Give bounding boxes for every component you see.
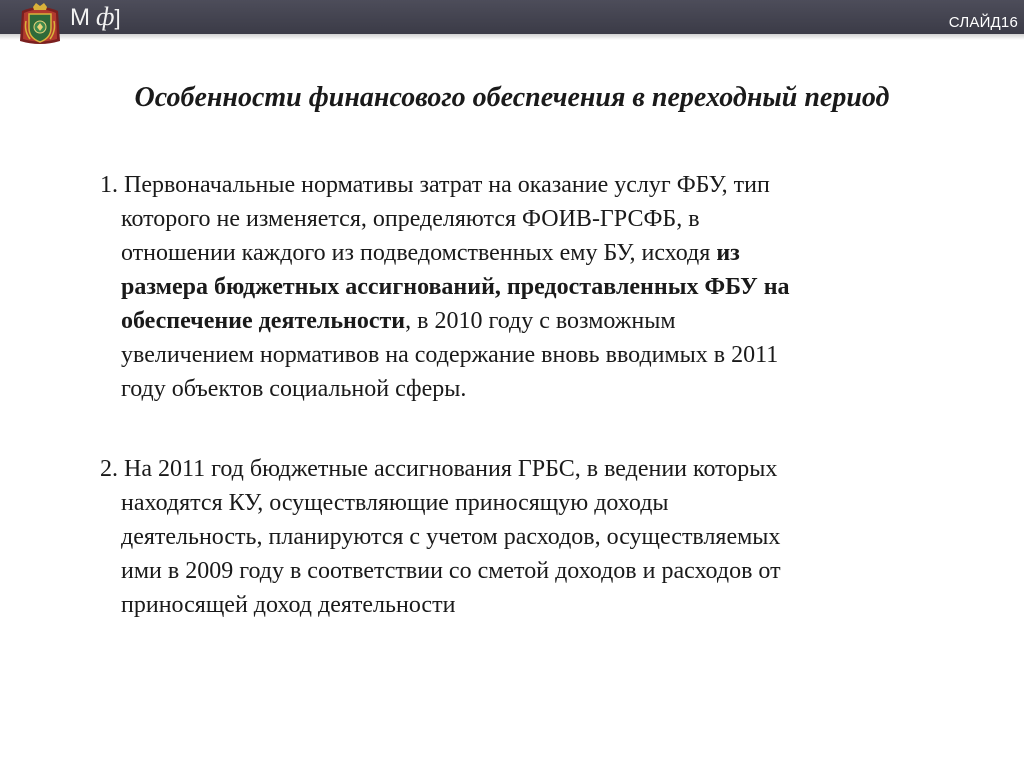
paragraph-2 (100, 452, 940, 622)
brand-logo-bracket: ] (114, 5, 121, 30)
paragraph-1-line: 1. Первоначальные нормативы затрат на оказание услуг ФБУ, тип (100, 172, 770, 198)
slide-title: Особенности финансового обеспечения в переходный период (134, 82, 890, 113)
paragraph-2-line: ими в 2009 году в соответствии со сметой доходов и расходов от (121, 558, 781, 584)
paragraph-1-line: которого не изменяется, определяются ФОИВ-ГРСФБ, в (121, 206, 700, 232)
paragraph-1-bold-text: размера бюджетных ассигнований, предоставленных ФБУ на (121, 274, 790, 300)
paragraph-1-line (100, 270, 940, 304)
paragraph-1-line: увеличением нормативов на содержание вновь вводимых в 2011 (121, 342, 779, 368)
header-shadow (0, 34, 1024, 40)
paragraph-1 (100, 168, 940, 406)
paragraph-1-line (100, 304, 940, 338)
paragraph-2-line: деятельность, планируются с учетом расходов, осуществляемых (121, 524, 781, 550)
paragraph-2-line: приносящей доход деятельности (121, 592, 456, 618)
paragraph-2-line: находятся КУ, осуществляющие приносящую доходы (121, 490, 669, 516)
coat-of-arms-icon (18, 1, 62, 47)
paragraph-1-line (100, 236, 940, 270)
brand-logo (70, 2, 121, 32)
paragraph-1-text: , в 2010 году с возможным (405, 308, 676, 334)
header-bar (0, 0, 1024, 34)
paragraph-1-bold-text: из (716, 240, 740, 266)
slide-number: СЛАЙД16 (948, 14, 1018, 31)
brand-logo-f: ф (96, 2, 115, 31)
brand-logo-m: М (70, 4, 90, 31)
paragraph-1-line: году объектов социальной сферы. (121, 376, 467, 402)
paragraph-2-line: 2. На 2011 год бюджетные ассигнования ГРБС, в ведении которых (100, 456, 778, 482)
paragraph-1-bold-text: обеспечение деятельности (121, 308, 406, 334)
paragraph-1-text: отношении каждого из подведомственных ему БУ, исходя (121, 240, 717, 266)
